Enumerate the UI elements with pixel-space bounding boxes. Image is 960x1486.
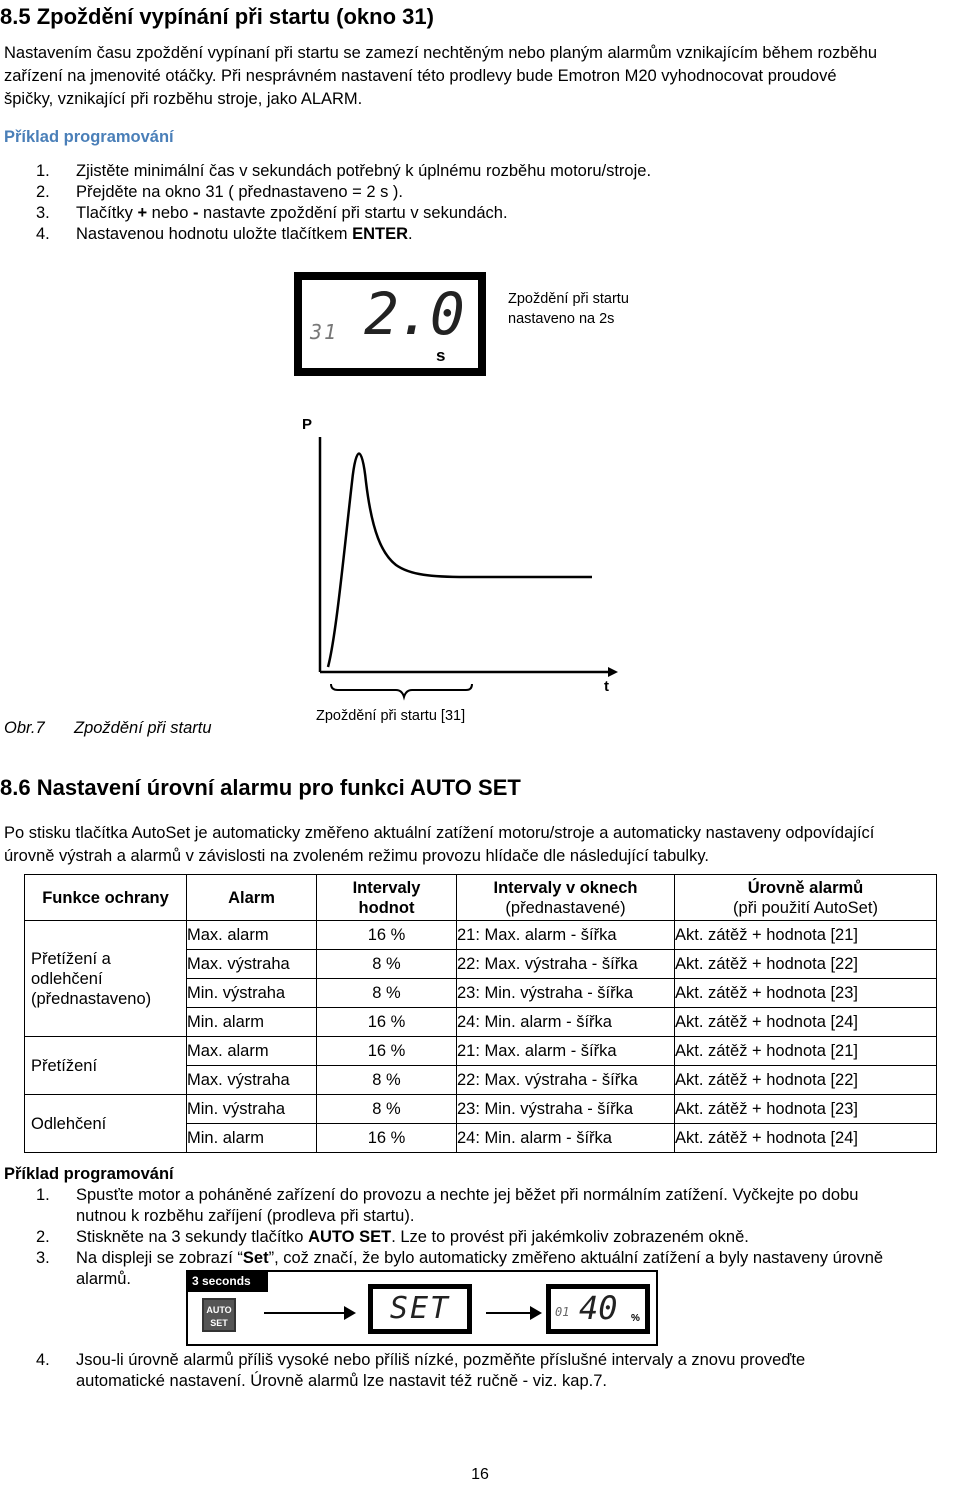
cell-alarm: Min. výstraha — [187, 1095, 317, 1124]
cell-uroven: Akt. zátěž + hodnota [24] — [675, 1008, 937, 1037]
set-display-text: SET — [373, 1289, 467, 1329]
cell-okno: 24: Min. alarm - šířka — [457, 1124, 675, 1153]
figure-caption — [4, 719, 212, 738]
cell-alarm: Min. alarm — [187, 1008, 317, 1037]
cell-okno: 23: Min. výstraha - šířka — [457, 1095, 675, 1124]
paragraph-line: špičky, vznikající při rozběhu stroje, jako ALARM. — [4, 90, 363, 108]
table-row — [25, 921, 937, 950]
programming-example-heading: Příklad programování — [4, 128, 174, 146]
autoset-button-icon: AUTO SET — [202, 1298, 236, 1332]
programming-example-heading: Příklad programování — [4, 1165, 174, 1183]
cell-interval: 16 % — [317, 921, 457, 950]
list-item: 4. Nastavenou hodnotu uložte tlačítkem ENTER. — [36, 225, 413, 243]
cell-uroven: Akt. zátěž + hodnota [22] — [675, 950, 937, 979]
paragraph-line: úrovně výstrah a alarmů v závislosti na zvoleném režimu provozu hlídače dle následující tabulky. — [4, 847, 709, 865]
page-number: 16 — [471, 1466, 489, 1483]
paragraph-line: zařízení na jmenovité otáčky. Při nesprávném nastavení této prodlevy bude Emotron M20 vyhodnocovat proudové — [4, 67, 837, 85]
lcd-unit: s — [436, 346, 446, 365]
header-urovne: Úrovně alarmů (při použití AutoSet) — [675, 875, 937, 921]
autoset-sequence — [186, 1270, 658, 1346]
set-display — [368, 1284, 472, 1334]
cell-interval: 8 % — [317, 979, 457, 1008]
list-item: 3. Na displeji se zobrazí “Set”, což značí, že bylo automaticky změřeno aktuální zatížení a byly nastaveny úrovně alarmů. — [36, 1249, 884, 1288]
cell-uroven: Akt. zátěž + hodnota [22] — [675, 1066, 937, 1095]
section-heading: 8.5 Zpoždění vypínání při startu (okno 31) — [0, 4, 434, 29]
cell-okno: 21: Max. alarm - šířka — [457, 1037, 675, 1066]
table-row — [25, 1037, 937, 1066]
list-item: 1. Zjistěte minimální čas v sekundách potřebný k úplnému rozběhu motoru/stroje. — [36, 162, 652, 180]
cell-uroven: Akt. zátěž + hodnota [21] — [675, 921, 937, 950]
cell-uroven: Akt. zátěž + hodnota [21] — [675, 1037, 937, 1066]
lcd-unit: % — [631, 1313, 640, 1324]
group-label: Přetížení a odlehčení (přednastaveno) — [25, 921, 187, 1037]
list-item: 1. Spusťte motor a poháněné zařízení do provozu a nechte jej běžet při normálním zatížení. Vyčkejte po dobu nutnou k rozběhu zaříjení (prodleva při startu). — [36, 1186, 859, 1225]
cell-alarm: Max. výstraha — [187, 1066, 317, 1095]
seconds-label: 3 seconds — [192, 1274, 251, 1288]
lcd-window-number: 31 — [310, 320, 339, 344]
lcd-screen — [302, 280, 478, 368]
cell-uroven: Akt. zátěž + hodnota [23] — [675, 979, 937, 1008]
figure-number: Obr.7 — [4, 719, 45, 737]
list-item: 4. Jsou-li úrovně alarmů příliš vysoké nebo příliš nízké, pozměňte příslušné intervaly a znovu proveďte automatické nastavení. Úrovně alarmů lze nastavit též ručně - viz. kap.7. — [36, 1351, 806, 1390]
section-paragraph — [4, 822, 954, 868]
cell-interval: 8 % — [317, 1066, 457, 1095]
arrow-right-icon — [530, 1306, 542, 1320]
header-okna: Intervaly v oknech (přednastavené) — [457, 875, 675, 921]
cell-okno: 22: Max. výstraha - šířka — [457, 1066, 675, 1095]
cell-uroven: Akt. zátěž + hodnota [24] — [675, 1124, 937, 1153]
cell-alarm: Max. výstraha — [187, 950, 317, 979]
lcd-display — [294, 272, 486, 376]
cell-interval: 8 % — [317, 950, 457, 979]
lcd-value: 40 — [579, 1289, 618, 1327]
cell-uroven: Akt. zátěž + hodnota [23] — [675, 1095, 937, 1124]
cell-okno: 21: Max. alarm - šířka — [457, 921, 675, 950]
y-axis-label: P — [302, 416, 313, 433]
list-item: 2. Přejděte na okno 31 ( přednastaveno = 2 s ). — [36, 183, 404, 201]
caption-line: nastaveno na 2s — [508, 311, 615, 327]
cell-interval: 8 % — [317, 1095, 457, 1124]
paragraph-line: Po stisku tlačítka AutoSet je automaticky změřeno aktuální zatížení motoru/stroje a automaticky nastaveny odpovídající — [4, 824, 875, 842]
table-row — [25, 1095, 937, 1124]
cell-okno: 23: Min. výstraha - šířka — [457, 979, 675, 1008]
level-display — [546, 1284, 650, 1334]
arrow-right-icon — [344, 1306, 356, 1320]
header-alarm: Alarm — [187, 875, 317, 921]
figure-title: Zpoždění při startu — [74, 719, 212, 737]
lcd-value: 2.0 — [364, 280, 463, 348]
section-heading: 8.6 Nastavení úrovní alarmu pro funkci AUTO SET — [0, 775, 521, 800]
section-paragraph — [4, 42, 954, 111]
header-funkce: Funkce ochrany — [25, 875, 187, 921]
table-header-row — [25, 875, 937, 921]
x-axis-label: t — [604, 678, 609, 695]
alarm-levels-table — [24, 874, 937, 1153]
cell-interval: 16 % — [317, 1037, 457, 1066]
group-label: Přetížení — [25, 1037, 187, 1095]
steps-list — [36, 161, 651, 245]
cell-okno: 22: Max. výstraha - šířka — [457, 950, 675, 979]
brace-label: Zpoždění při startu [31] — [316, 708, 466, 724]
cell-interval: 16 % — [317, 1008, 457, 1037]
header-intervaly: Intervaly hodnot — [317, 875, 457, 921]
caption-line: Zpoždění při startu — [508, 291, 629, 307]
list-item: 3. Tlačítky + nebo - nastavte zpoždění při startu v sekundách. — [36, 204, 508, 222]
cell-alarm: Max. alarm — [187, 1037, 317, 1066]
cell-alarm: Min. výstraha — [187, 979, 317, 1008]
cell-alarm: Min. alarm — [187, 1124, 317, 1153]
cell-interval: 16 % — [317, 1124, 457, 1153]
lcd-caption — [508, 289, 629, 329]
list-item: 2. Stiskněte na 3 sekundy tlačítko AUTO SET. Lze to provést při jakémkoliv zobrazeném okně. — [36, 1228, 749, 1246]
arrow-line — [264, 1312, 346, 1314]
cell-okno: 24: Min. alarm - šířka — [457, 1008, 675, 1037]
group-label: Odlehčení — [25, 1095, 187, 1153]
lcd-window-number: 01 — [555, 1305, 570, 1319]
level-display-screen — [551, 1289, 645, 1329]
paragraph-line: Nastavením času zpoždění vypínaní při startu se zamezí nechtěným nebo planým alarmům vznikajícím během rozběhu — [4, 44, 878, 62]
cell-alarm: Max. alarm — [187, 921, 317, 950]
start-delay-graph — [286, 402, 660, 732]
arrow-line — [486, 1312, 532, 1314]
